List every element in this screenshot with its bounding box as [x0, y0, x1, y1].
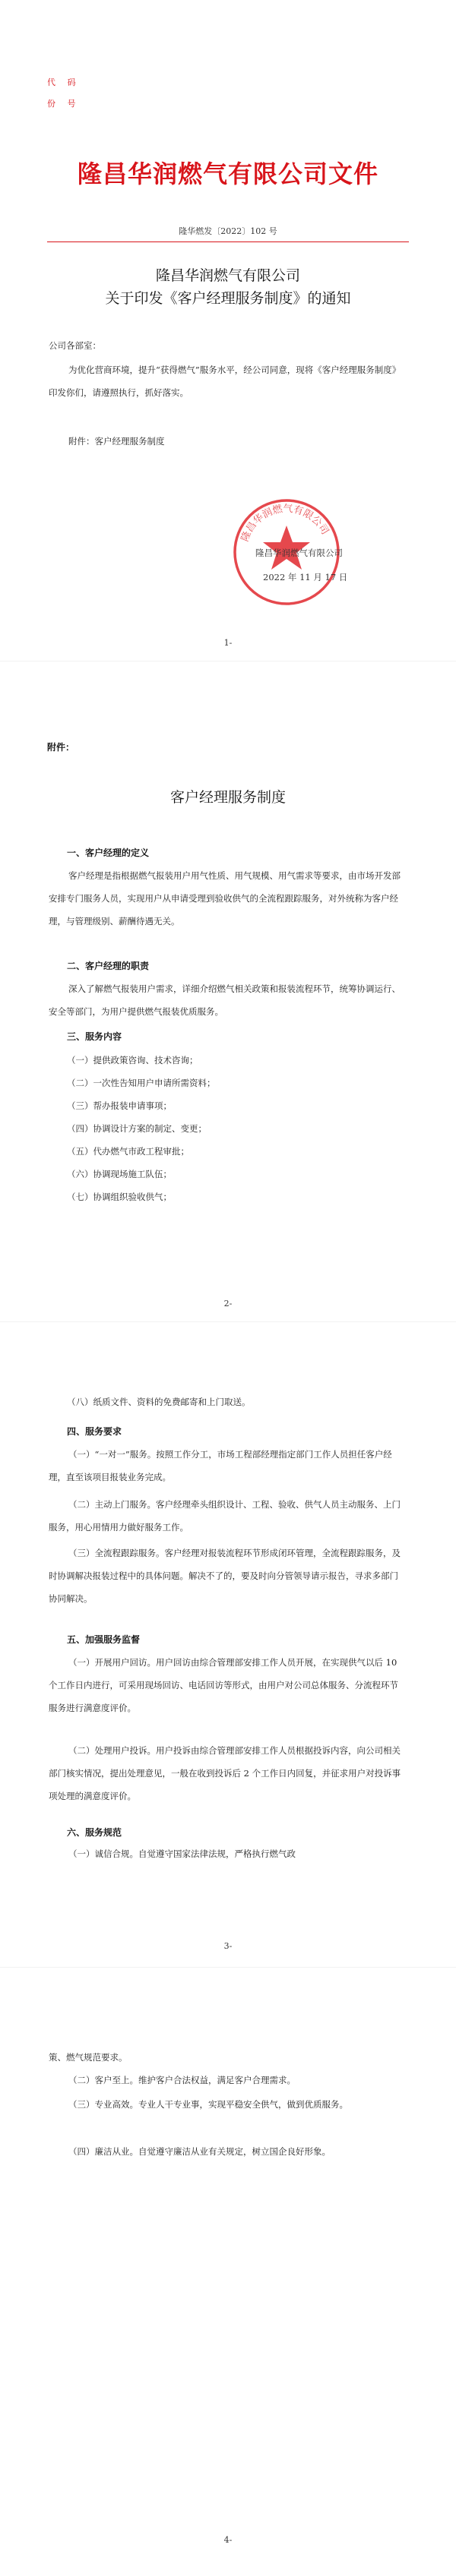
notice-title-line2: 关于印发《客户经理服务制度》的通知	[105, 290, 351, 307]
notice-title-line1: 隆昌华润燃气有限公司	[155, 267, 300, 284]
section-body: （四）廉洁从业。自觉遵守廉洁从业有关规定，树立国企良好形象。	[68, 2146, 331, 2157]
section-body: （三）专业高效。专业人干专业事，实现平稳安全供气，做到优质服务。	[68, 2099, 348, 2110]
section-heading: 二、客户经理的职责	[67, 961, 150, 971]
attachment-label: 附件：	[47, 742, 75, 753]
list-item: （三）帮办报装申请事项；	[67, 1100, 172, 1111]
section-body: （二）主动上门服务。客户经理牵头组织设计、工程、验收、供气人员主动服务、上门服务，用心用情用力做好服务工作。	[49, 1499, 401, 1533]
code-label: 代 码	[47, 77, 81, 87]
document-title: 隆昌华润燃气有限公司文件	[77, 159, 378, 188]
section-heading: 六、服务规范	[67, 1827, 122, 1838]
section-heading: 四、服务要求	[67, 1426, 122, 1437]
list-item: （七）协调组织验收供气；	[67, 1192, 172, 1202]
policy-title: 客户经理服务制度	[169, 789, 286, 806]
page-number: 2-	[223, 1299, 233, 1309]
page-number: 3-	[223, 1941, 233, 1951]
svg-text:隆昌华润燃气有限公司: 隆昌华润燃气有限公司	[239, 503, 331, 544]
list-item: （二）一次性告知用户申请所需资料；	[67, 1078, 216, 1088]
section-body: （二）处理用户投诉。用户投诉由综合管理部安排工作人员根据投诉内容，向公司相关部门核实情况，提出处理意见，一般在收到投诉后 2 个工作日内回复，并征求用户对投诉事项处理的满意度评价。	[49, 1745, 401, 1801]
page-number: 4-	[223, 2535, 233, 2545]
section-body: （二）客户至上。维护客户合法权益，满足客户合理需求。	[68, 2075, 296, 2085]
copy-number-label: 份 号	[47, 99, 81, 109]
document-number: 隆华燃发〔2022〕102 号	[179, 226, 277, 236]
list-item: （四）协调设计方案的制定、变更；	[67, 1123, 207, 1134]
section-heading: 三、服务内容	[67, 1031, 122, 1042]
list-item: （五）代办燃气市政工程审批；	[67, 1146, 189, 1157]
signature-company: 隆昌华润燃气有限公司	[255, 548, 343, 558]
attachment-note: 附件：客户经理服务制度	[68, 436, 165, 447]
page-number: 1-	[223, 638, 233, 648]
page-break	[0, 1321, 456, 1322]
signature-date: 2022 年 11 月 17 日	[263, 572, 348, 582]
section-body: 客户经理是指根据燃气报装用户用气性质、用气规模、用气需求等要求，由市场开发部安排专门服务人员，实现用户从申请受理到验收供气的全流程跟踪服务，对外统称为客户经理，与管理级别、薪酬待遇无关。	[49, 870, 401, 927]
section-body: （一）诚信合规。自觉遵守国家法律法规，严格执行燃气政	[68, 1848, 296, 1859]
list-item: （六）协调现场施工队伍；	[67, 1169, 172, 1179]
section-body: （一）开展用户回访。用户回访由综合管理部安排工作人员开展，在实现供气以后 10 个工作日内进行，可采用现场回访、电话回访等形式，由用户对公司总体服务、分流程环节服务进行满意度评价。	[49, 1657, 398, 1713]
section-heading: 五、加强服务监督	[67, 1634, 141, 1645]
section-body: 深入了解燃气报装用户需求，详细介绍燃气相关政策和报装流程环节，统筹协调运行、安全等部门，为用户提供燃气报装优质服务。	[49, 983, 401, 1017]
page-break	[0, 1967, 456, 1968]
notice-body: 为优化营商环境，提升“获得燃气”服务水平，经公司同意，现将《客户经理服务制度》印发你们，请遵照执行，抓好落实。	[49, 365, 401, 398]
section-body: 策、燃气规范要求。	[49, 2052, 128, 2063]
section-body: （三）全流程跟踪服务。客户经理对报装流程环节形成闭环管理，全流程跟踪服务，及时协调解决报装过程中的具体问题。解决不了的，要及时向分管领导请示报告，寻求多部门协同解决。	[49, 1548, 401, 1604]
list-item: （八）纸质文件、资料的免费邮寄和上门取送。	[67, 1397, 251, 1407]
section-heading: 一、客户经理的定义	[67, 848, 150, 858]
list-item: （一）提供政策咨询、技术咨询；	[67, 1055, 198, 1065]
section-body: （一）“一对一”服务。按照工作分工，市场工程部经理指定部门工作人员担任客户经理，直至该项目报装业务完成。	[49, 1449, 392, 1482]
salutation: 公司各部室：	[49, 340, 101, 351]
